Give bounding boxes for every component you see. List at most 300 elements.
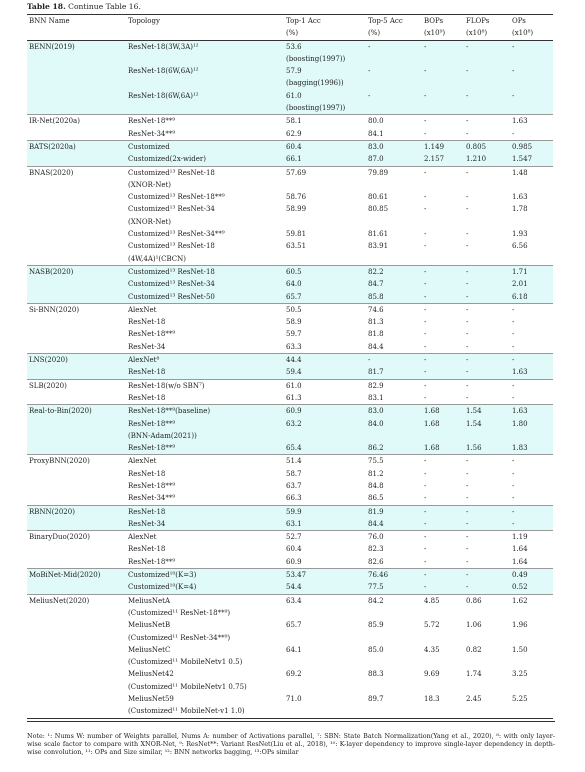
bops-cell: - [422,531,464,544]
table-row [27,668,553,680]
table-row [27,656,553,668]
method-group [27,115,553,141]
top1-cell: 64.1 [286,645,302,654]
ops-cell: - [510,303,553,316]
bnn-name-cell [27,328,126,340]
bnn-name-cell [27,656,126,668]
topology-cell: AlexNet [126,455,284,468]
flops-cell: - [466,193,469,202]
top1-cell: 59.9 [284,505,366,518]
top1-cell: 63.51 [286,242,307,251]
topology-cell: ResNet-18(3W,3A)¹² [126,40,284,53]
results-table [27,14,553,719]
top1-cell: 58.7 [286,469,302,478]
flops-cell [464,430,510,442]
bops-cell [422,179,464,191]
bnn-name-cell [27,681,126,693]
bops-cell: - [422,166,464,179]
bops-cell [422,705,464,718]
table-caption [27,2,141,11]
ops-cell: 1.63 [510,405,553,418]
table-row [27,316,553,328]
ops-cell [510,681,553,693]
top1-cell: 60.4 [284,140,366,153]
bnn-name-cell [27,480,126,492]
ops-cell: 6.18 [510,291,553,304]
top1-cell: 58.1 [284,115,366,128]
ops-cell: - [512,494,515,503]
bnn-name-cell: Real-to-Bin(2020) [27,405,126,418]
bops-cell [422,430,464,442]
bnn-name-cell [27,90,126,102]
flops-cell: 1.74 [466,670,482,679]
flops-cell: - [464,291,510,304]
top1-cell: 60.5 [284,265,366,278]
table-row [27,379,553,392]
top5-cell: 83.91 [368,242,389,251]
flops-cell: - [466,242,469,251]
top1-cell: 66.1 [284,153,366,166]
ops-cell: - [510,518,553,531]
column-header: BNN Name [27,15,126,28]
table-row [27,480,553,492]
top1-cell [284,656,366,668]
bnn-name-cell [27,278,126,290]
topology-cell: ResNet-18 [128,393,166,402]
top5-cell: 79.89 [366,166,422,179]
bops-cell: - [422,581,464,594]
flops-cell [464,216,510,228]
top5-cell: 77.5 [366,581,422,594]
bops-cell: - [422,366,464,379]
ops-cell: 5.25 [512,695,528,704]
top1-cell: 64.0 [284,278,366,290]
table-row [27,705,553,718]
ops-cell: 1.64 [512,545,528,554]
column-header: Topology [126,15,284,28]
table-row [27,166,553,179]
table-row [27,65,553,77]
flops-cell: 1.56 [464,442,510,455]
top1-cell: 61.0 [284,90,366,102]
column-unit: (%) [366,27,422,40]
bops-cell: 1.68 [422,442,464,455]
bops-cell: - [422,291,464,304]
method-group [27,531,553,569]
top1-cell: 57.69 [284,166,366,179]
ops-cell: 1.78 [512,205,528,214]
flops-cell: - [464,455,510,468]
top1-cell: (boosting(1997)) [284,53,366,65]
bnn-name-cell [27,644,126,656]
bops-cell: - [422,518,464,531]
ops-cell: 1.63 [510,115,553,128]
table-row [27,240,553,252]
bnn-name-cell [27,203,126,215]
flops-cell: 1.54 [464,418,510,430]
ops-cell: 1.19 [510,531,553,544]
top5-cell: 84.4 [368,342,384,351]
method-group [27,265,553,303]
top1-cell [284,607,366,619]
top5-cell: 84.8 [368,481,384,490]
ops-cell: 2.01 [510,278,553,290]
flops-cell: - [464,90,510,102]
bnn-name-cell [27,442,126,455]
bnn-name-cell: BENN(2019) [27,40,126,53]
flops-cell: - [466,557,469,566]
top5-cell [366,77,422,89]
method-group [27,166,553,265]
ops-cell: 6.56 [512,242,528,251]
table-row [27,644,553,656]
bops-cell: 18.3 [424,695,440,704]
bnn-name-cell [27,492,126,505]
method-group [27,594,553,718]
flops-cell: - [466,330,469,339]
topology-cell: ResNet-34 [126,518,284,531]
top5-cell: 82.9 [366,379,422,392]
top5-cell: 84.4 [366,518,422,531]
bnn-name-cell [27,77,126,89]
top1-cell: 53.6 [284,40,366,53]
ops-cell: - [512,393,515,402]
top1-cell: 60.9 [286,557,302,566]
flops-cell: - [464,265,510,278]
topology-cell: Customized¹³ ResNet-34**⁹ [128,230,225,239]
topology-cell: MeliusNetA [126,594,284,607]
column-unit [27,27,126,40]
ops-cell: - [510,65,553,77]
top1-cell: 50.5 [284,303,366,316]
table-row [27,228,553,240]
flops-cell: - [464,65,510,77]
ops-cell: 1.547 [510,153,553,166]
bnn-name-cell [27,240,126,252]
ops-cell [510,607,553,619]
topology-cell: (Customized¹¹ ResNet-18**⁹) [128,608,231,617]
topology-cell: ResNet-18**⁹ [128,557,176,566]
table-row [27,115,553,128]
topology-cell: ResNet-34**⁹ [128,494,176,503]
topology-cell: ResNet-18**⁹ [126,115,284,128]
top5-cell [366,216,422,228]
table-row [27,619,553,631]
top1-cell: (boosting(1997)) [284,102,366,115]
top1-cell: 52.7 [284,531,366,544]
ops-cell: 3.25 [512,670,528,679]
top5-cell: 84.2 [366,594,422,607]
topology-cell: ResNet-18**⁹ [128,330,176,339]
bops-cell: - [422,90,464,102]
top5-cell [366,430,422,442]
bnn-name-cell: IR-Net(2020a) [27,115,126,128]
top5-cell [366,253,422,266]
table-row [27,505,553,518]
ops-cell: - [512,330,515,339]
flops-cell: 1.54 [464,405,510,418]
top5-cell: 80.0 [366,115,422,128]
topology-cell: ResNet-18**⁹(baseline) [126,405,284,418]
bops-cell [422,53,464,65]
flops-cell: 1.210 [464,153,510,166]
flops-cell: 0.82 [466,645,482,654]
top1-cell: 63.7 [286,481,302,490]
header-row-1 [27,15,553,28]
ops-cell: - [510,379,553,392]
top5-cell [366,53,422,65]
bops-cell: 9.69 [424,670,440,679]
top1-cell: 65.4 [284,442,366,455]
top1-cell: 58.9 [286,318,302,327]
topology-cell: (Customized¹¹ MobileNetv1 0.5) [128,658,243,667]
top1-cell: 58.76 [286,193,307,202]
top5-cell: 80.85 [368,205,389,214]
table-row [27,430,553,442]
column-unit: (x10⁸) [464,27,510,40]
bops-cell: - [424,342,427,351]
topology-cell: Customized(2x-wider) [126,153,284,166]
column-unit: (x10⁸) [510,27,553,40]
bops-cell: - [424,469,427,478]
top5-cell [366,656,422,668]
ops-cell [510,216,553,228]
table-row [27,681,553,693]
topology-cell: (Customized¹¹ MobileNetv1 0.75) [128,682,247,691]
bnn-name-cell [27,366,126,379]
flops-cell: - [464,581,510,594]
column-unit: (%) [284,27,366,40]
topology-cell: ResNet-18**⁹ [128,481,176,490]
bnn-name-cell [27,543,126,555]
topology-cell: ResNet-18 [126,505,284,518]
topology-cell: Customized [126,140,284,153]
bnn-name-cell [27,53,126,65]
flops-cell [464,253,510,266]
top5-cell: 86.2 [366,442,422,455]
table-row [27,418,553,430]
top5-cell: 76.0 [366,531,422,544]
ops-cell [510,179,553,191]
topology-cell: ResNet-18 [128,318,166,327]
topology-cell: AlexNet [126,303,284,316]
top1-cell [284,430,366,442]
ops-cell [510,253,553,266]
top5-cell: - [366,65,422,77]
top1-cell: 61.0 [284,379,366,392]
top5-cell: 81.61 [368,230,389,239]
bnn-name-cell: ProxyBNN(2020) [27,455,126,468]
column-header: OPs [510,15,553,28]
ops-cell: 1.62 [510,594,553,607]
flops-cell: 0.805 [464,140,510,153]
bops-cell [422,632,464,644]
method-group [27,40,553,115]
bops-cell: - [424,557,427,566]
topology-cell: MeliusNetC [128,645,171,654]
bops-cell: - [424,330,427,339]
table-row [27,468,553,480]
top5-cell: 76.46 [366,569,422,582]
flops-cell [464,179,510,191]
caption-label: Table 18. [27,2,66,11]
topology-cell: ResNet-18(6W,6A)¹² [126,65,284,77]
bops-cell [422,656,464,668]
topology-cell: Customized¹³ ResNet-18 [128,242,215,251]
bnn-name-cell: LNS(2020) [27,354,126,367]
ops-cell: - [512,342,515,351]
method-group [27,505,553,531]
top5-cell [366,705,422,718]
method-group [27,140,553,166]
table-row [27,632,553,644]
top1-cell: 53.47 [284,569,366,582]
table-row [27,253,553,266]
table-row [27,53,553,65]
table-row [27,693,553,705]
top5-cell: 85.0 [368,645,384,654]
bops-cell: - [422,65,464,77]
topology-cell: AlexNet⁸ [126,354,284,367]
ops-cell [510,632,553,644]
top5-cell [366,179,422,191]
ops-cell [510,656,553,668]
flops-cell: - [466,469,469,478]
ops-cell: 1.48 [510,166,553,179]
top5-cell [366,607,422,619]
ops-cell: - [512,481,515,490]
flops-cell [464,705,510,718]
flops-cell: - [464,366,510,379]
bops-cell: - [422,455,464,468]
table-row [27,569,553,582]
top5-cell: 83.0 [366,405,422,418]
flops-cell [464,607,510,619]
flops-cell: - [464,354,510,367]
bnn-name-cell [27,468,126,480]
table-row [27,392,553,405]
top1-cell: 63.2 [284,418,366,430]
method-group [27,569,553,595]
bops-cell: - [422,569,464,582]
bops-cell: - [422,265,464,278]
topology-cell: ResNet-34**⁹ [128,129,176,138]
top5-cell: 81.9 [366,505,422,518]
ops-cell: 1.63 [510,366,553,379]
topology-cell: MeliusNet59 [128,695,174,704]
bops-cell [422,102,464,115]
bnn-name-cell [27,693,126,705]
ops-cell [510,53,553,65]
top1-cell: 61.3 [286,393,302,402]
table-row [27,594,553,607]
bops-cell [422,253,464,266]
table-row [27,90,553,102]
top5-cell: 84.7 [366,278,422,290]
top5-cell: 83.1 [368,393,384,402]
table-row [27,191,553,203]
top1-cell: 44.4 [284,354,366,367]
flops-cell: - [464,379,510,392]
ops-cell: 1.83 [510,442,553,455]
ops-cell: - [512,469,515,478]
topology-cell: ResNet-18**⁹ [126,418,284,430]
method-group [27,354,553,380]
bnn-name-cell [27,705,126,718]
bnn-name-cell: RBNN(2020) [27,505,126,518]
table-row [27,581,553,594]
table-row [27,303,553,316]
topology-cell: ResNet-18 [126,366,284,379]
column-unit: (x10⁹) [422,27,464,40]
flops-cell: - [466,342,469,351]
table-row [27,341,553,354]
table-header [27,15,553,41]
ops-cell [510,77,553,89]
ops-cell: - [510,354,553,367]
top5-cell: 87.0 [366,153,422,166]
table-row [27,543,553,555]
bops-cell: 4.85 [422,594,464,607]
bops-cell [422,77,464,89]
table-row [27,556,553,569]
bops-cell: - [424,129,427,138]
column-header: BOPs [422,15,464,28]
ops-cell: - [510,455,553,468]
top1-cell [284,632,366,644]
top5-cell: - [366,354,422,367]
bnn-name-cell [27,430,126,442]
bops-cell: - [422,303,464,316]
flops-cell [464,656,510,668]
ops-cell [510,705,553,718]
flops-cell [464,632,510,644]
topology-cell: Customized¹³ ResNet-34 [126,278,284,290]
ops-cell: - [510,90,553,102]
flops-cell: - [466,545,469,554]
bops-cell: - [422,505,464,518]
topology-cell: MeliusNet42 [128,670,174,679]
top5-cell: - [366,40,422,53]
bops-cell: - [424,242,427,251]
topology-cell: ResNet-18**⁹ [126,442,284,455]
bops-cell: - [424,318,427,327]
table-row [27,179,553,191]
header-row-2 [27,27,553,40]
topology-cell: Customized¹³ ResNet-18 [126,166,284,179]
top5-cell: 81.2 [368,469,384,478]
top1-cell: 63.1 [284,518,366,531]
table-row [27,40,553,53]
ops-cell: - [510,40,553,53]
topology-cell: AlexNet [126,531,284,544]
bnn-name-cell [27,316,126,328]
top1-cell: 51.4 [284,455,366,468]
bops-cell: - [422,278,464,290]
top1-cell [284,216,366,228]
top1-cell: 59.7 [286,330,302,339]
top5-cell [366,102,422,115]
bnn-name-cell [27,179,126,191]
topology-cell: Customized¹³ ResNet-50 [126,291,284,304]
table-row [27,216,553,228]
column-header: Top-5 Acc [366,15,422,28]
topology-cell: Customized¹³ ResNet-34 [128,205,215,214]
bops-cell [422,607,464,619]
table-note: Note: ¹: Nums W: number of Weights parallel, Nums A: number of Activations parallel, ⁷: SBN: State Batch Normalization(Yang et al., 2020), ⁸: with only layer-wise scale factor to compare with XNOR-Net, ⁹: ResNet**: Variant ResNet(Liu et al., 2018), ¹⁰: K-layer dependency to improve single-layer dependency in depth-wise convolution, ¹¹: OPs and Size similar, ¹²: BNN networks bagging, ¹³:OPs similar [27,721,555,756]
bnn-name-cell: MoBiNet-Mid(2020) [27,569,126,582]
flops-cell: - [464,569,510,582]
